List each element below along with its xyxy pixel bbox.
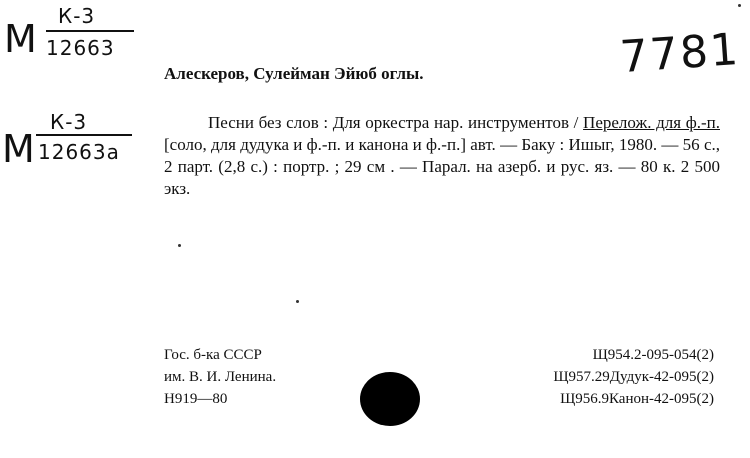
- speck-2: [296, 300, 299, 303]
- description-underlined: Перелож. для ф.-п.: [583, 113, 720, 132]
- shelf-fraction-1-bottom: 12663: [46, 36, 115, 60]
- shelf-fraction-2-bottom: 12663а: [38, 140, 120, 164]
- author-heading: Алескеров, Сулейман Эйюб оглы.: [164, 64, 424, 83]
- description-part-2: [соло, для дудука и ф.-п. и канона и ф.-п.] авт. — Баку : Ишыг, 1980. — 56 с., 2 парт. (2,8 с.) : портр. ; 29 см . — Парал. на азерб. и рус. яз. — 80 к. 2 500 экз.: [164, 135, 720, 198]
- classification-line-3: Щ956.9Канон-42-095(2): [560, 391, 714, 407]
- classification-line-2: Щ957.29Дудук-42-095(2): [553, 369, 714, 385]
- library-line-2: им. В. И. Ленина.: [164, 369, 277, 385]
- classification-line-1: Щ954.2-095-054(2): [592, 347, 714, 363]
- shelf-fraction-1-line: [46, 30, 134, 32]
- speck-3: [738, 4, 741, 7]
- library-line-3: Н919—80: [164, 391, 228, 407]
- library-line-1: Гос. б-ка СССР: [164, 347, 262, 363]
- shelf-fraction-2-top: К-3: [50, 110, 88, 134]
- punched-hole: [360, 372, 420, 426]
- shelf-fraction-2-line: [36, 134, 132, 136]
- shelf-letter-2: М: [2, 127, 35, 171]
- shelf-fraction-1-top: К-3: [58, 4, 96, 28]
- description-part-1: Песни без слов : Для оркестра нар. инструментов /: [208, 113, 584, 132]
- bibliographic-description: [164, 112, 720, 200]
- inventory-number: 7781: [618, 23, 742, 84]
- speck-1: [178, 244, 181, 247]
- shelf-letter-1: М: [4, 17, 37, 61]
- classification-codes: [553, 344, 714, 410]
- library-imprint: [164, 344, 276, 410]
